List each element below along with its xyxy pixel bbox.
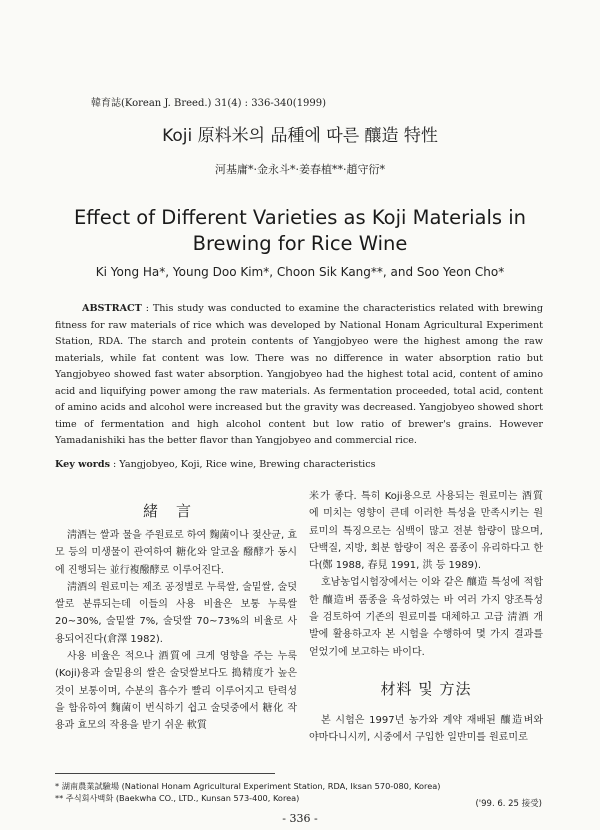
keywords-label: Key words <box>55 459 110 470</box>
right-column-bottom <box>309 712 543 747</box>
abstract-label: ABSTRACT <box>82 303 142 314</box>
keywords-text: : Yangjobyeo, Koji, Rice wine, Brewing characteristics <box>109 459 376 470</box>
abstract <box>55 301 543 450</box>
page-number: - 336 - <box>282 812 318 825</box>
korean-authors: 河基庸*·金永斗*·姜春植**·趙守衍* <box>215 163 385 176</box>
journal-citation: 韓育誌(Korean J. Breed.) 31(4) : 336-340(1999) <box>91 98 327 109</box>
english-authors: Ki Yong Ha*, Young Doo Kim*, Choon Sik Kang**, and Soo Yeon Cho* <box>95 265 505 279</box>
left-paragraph-3: 사용 비율은 적으나 酒質에 크게 영향을 주는 누룩(Koji)용과 술밑용의 쌀은 술덧쌀보다도 搗精度가 높은 것이 보통이며, 수분의 흡수가 빨리 이루어지고 탄력성을 함유하여 麴菌이 번식하기 쉽고 술덧중에서 糖化 작용과 효모의 작용을 받기 쉬운 軟質 <box>55 651 297 732</box>
footnote-divider <box>55 773 275 774</box>
korean-title: Koji 原料米의 品種에 따른 釀造 特性 <box>162 126 438 146</box>
keywords <box>55 459 543 470</box>
footnote-affiliation-2: ** 주식회사백화 (Baekwha CO., LTD., Kunsan 573-400, Korea) <box>55 793 300 803</box>
received-date: ('99. 6. 25 接受) <box>475 799 542 809</box>
english-title-line-2: Brewing for Rice Wine <box>192 232 408 255</box>
methods-paragraph-1: 본 시험은 1997년 농가와 계약 재배된 釀造벼와 야마다니시끼, 시중에서 구입한 일반미를 원료미로 <box>309 715 543 744</box>
right-column-top <box>309 488 543 661</box>
left-paragraph-1: 淸酒는 쌀과 물을 주원료로 하여 麴菌이나 젖산균, 효모 등의 미생물이 관여하여 糖化와 알코올 醱酵가 동시에 진행되는 並行複醱酵로 이루어진다. <box>55 530 297 576</box>
footnote-affiliation-1: * 湖南農業試驗場 (National Honam Agricultural Experiment Station, RDA, Iksan 570-080, Korea) <box>55 781 441 791</box>
english-title-line-1: Effect of Different Varieties as Koji Materials in <box>73 206 527 229</box>
right-paragraph-1: 米가 좋다. 특히 Koji용으로 사용되는 원료미는 酒質에 미치는 영향이 큰데 이러한 특성을 만족시키는 원료미의 특징으로는 심백이 많고 전분 함량이 많으며, 단백질, 지방, 회분 함량이 적은 품종이 유리하다고 한다(鄭 1988, 春見 1991, 洪 등 1989). <box>309 491 543 572</box>
right-paragraph-2: 호남농업시험장에서는 이와 같은 釀造 특성에 적합한 釀造벼 품종을 육성하였는 바 여러 가지 양조특성을 검토하여 기존의 원료미를 대체하고 고급 淸酒 개발에 활용하고자 본 시험을 수행하여 몇 가지 결과를 얻었기에 보고하는 바이다. <box>309 577 543 658</box>
english-title <box>0 205 600 257</box>
introduction-heading: 緒言 <box>142 502 209 520</box>
abstract-text: : This study was conducted to examine the characteristics related with brewing fitness for raw materials of rice which was developed by National Honam Agricultural Experiment Station, RDA. The starch and protein contents of Yangjobyeo were the highest among the raw materials, while fat content was low. There was no difference in water absorption ratio but Yangjobyeo showed fast water absorption. Yangjobyeo had the highest total acid, content of amino acid and liquifying power among the raw materials. As fermentation proceeded, total acid, content of amino acids and alcohol were increased but the gravity was decreased. Yangjobyeo showed short time of fermentation and high alcohol content but low ratio of brewer's grains. However Yamadanishiki has the better flavor than Yangjobyeo and commercial rice. <box>55 303 543 446</box>
left-paragraph-2: 淸酒의 원료미는 제조 공정별로 누룩쌀, 술밑쌀, 술덧쌀로 분류되는데 이들의 사용 비율은 보통 누룩쌀 20~30%, 술밑쌀 7%, 술덧쌀 70~73%의 비율로 사용되어진다(倉澤 1982). <box>55 581 297 645</box>
left-column <box>55 527 297 735</box>
methods-heading: 材料 및 方法 <box>380 680 472 698</box>
